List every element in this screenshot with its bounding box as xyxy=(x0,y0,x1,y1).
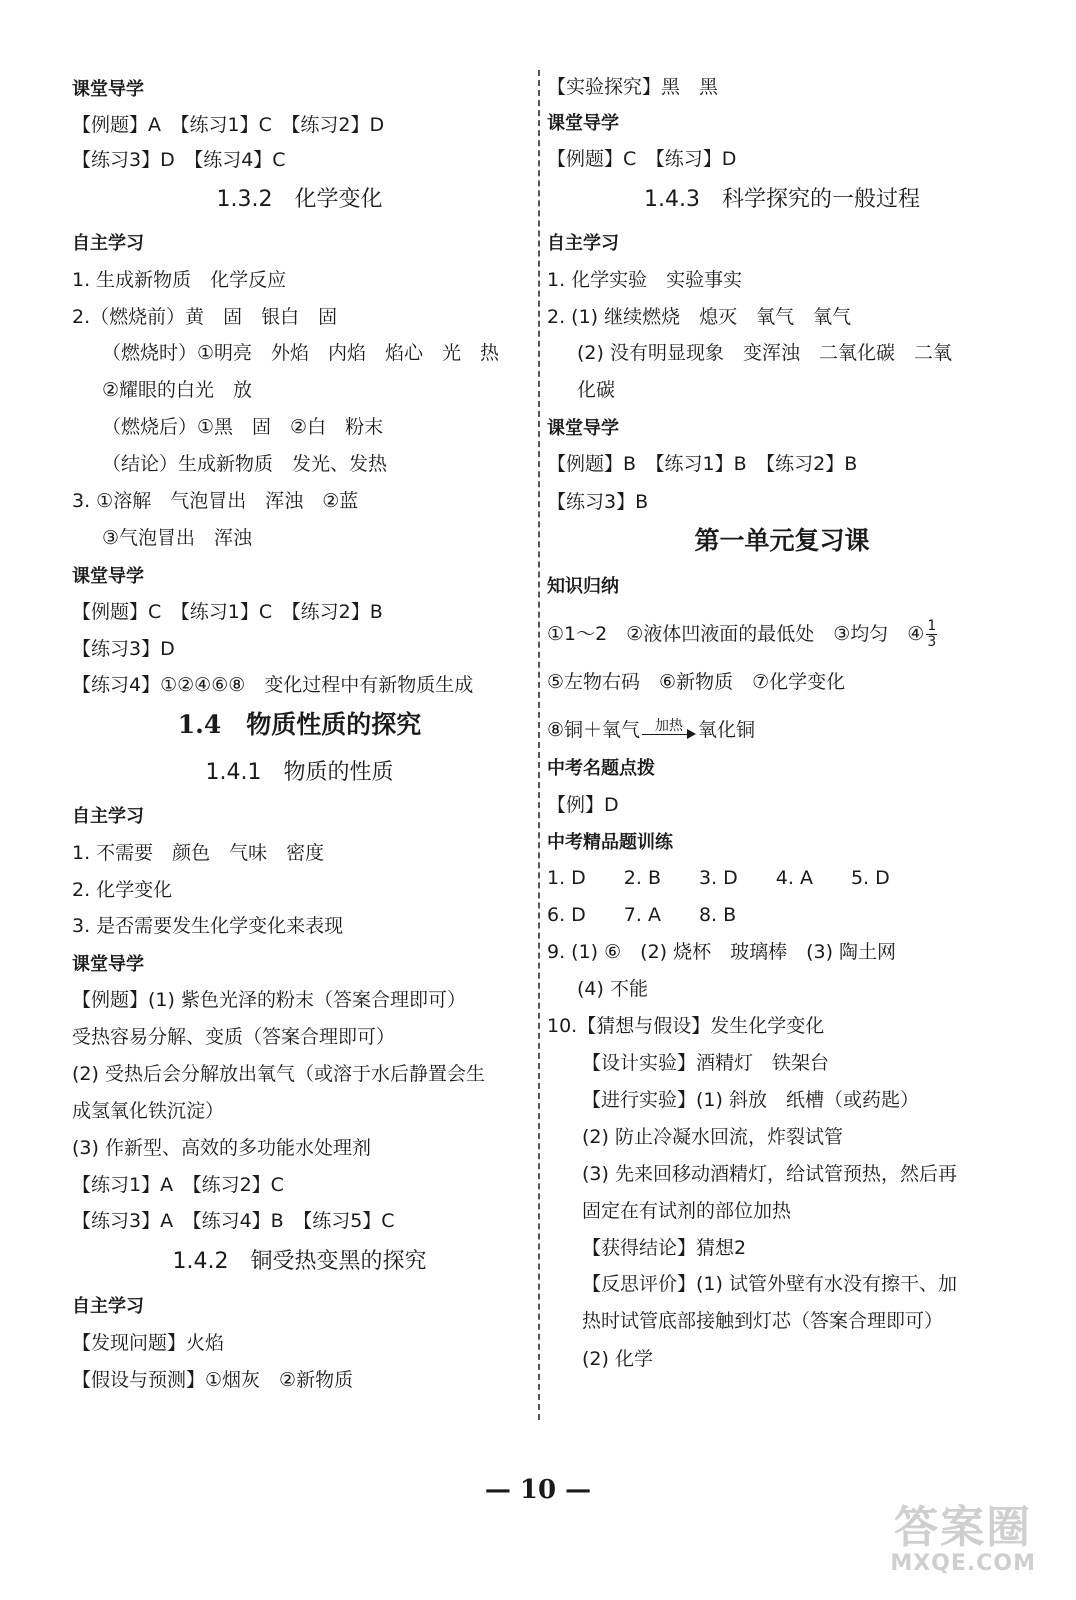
fraction xyxy=(926,619,937,650)
answer-line: 【假设与预测】①烟灰 ②新物质 xyxy=(72,1369,354,1391)
answer-line: (3) 先来回移动酒精灯，给试管预热，然后再 xyxy=(582,1163,957,1185)
section-heading: 中考精品题训练 xyxy=(547,832,673,853)
answer-line: ②耀眼的白光 放 xyxy=(102,379,253,401)
answer-line: 【实验探究】黑 黑 xyxy=(547,76,719,98)
watermark-url: MXQE.COM xyxy=(890,1551,1036,1576)
answer-text: ①1～2 ②液体凹液面的最低处 ③均匀 ④ xyxy=(547,623,925,645)
section-heading: 课堂导学 xyxy=(547,418,619,439)
answer-line: 【例题】A 【练习1】C 【练习2】D xyxy=(72,114,385,136)
answer-line: 【练习3】A 【练习4】B 【练习5】C xyxy=(72,1210,395,1232)
subsection-title: 1.4.2 铜受热变黑的探究 xyxy=(172,1249,427,1274)
answer-line: 1. 生成新物质 化学反应 xyxy=(72,269,287,291)
subsection-title: 1.4.1 物质的性质 xyxy=(205,760,394,785)
answer-line: (2) 受热后会分解放出氧气（或溶于水后静置会生 xyxy=(72,1063,485,1085)
chapter-title: 第一单元复习课 xyxy=(694,526,870,555)
equation-line xyxy=(547,718,755,742)
answer-line: (2) 没有明显现象 变浑浊 二氧化碳 二氧 xyxy=(577,342,952,364)
answer-line: (2) 化学 xyxy=(582,1348,653,1370)
section-heading: 自主学习 xyxy=(547,233,619,254)
watermark-logo xyxy=(890,1502,1036,1576)
equation-reactants: ⑧铜＋氧气 xyxy=(547,719,641,741)
chapter-title: 1.4 物质性质的探究 xyxy=(177,710,422,739)
answer-line: 化碳 xyxy=(577,379,616,401)
answer-line: 【练习4】①②④⑥⑧ 变化过程中有新物质生成 xyxy=(72,674,474,696)
answer-line: 【例题】C 【练习】D xyxy=(547,148,737,170)
answer-line: (2) 防止冷凝水回流，炸裂试管 xyxy=(582,1126,843,1148)
answer-line: 【发现问题】火焰 xyxy=(72,1332,225,1354)
answer-line: (3) 作新型、高效的多功能水处理剂 xyxy=(72,1137,371,1159)
answer-line: 1. D 2. B 3. D 4. A 5. D xyxy=(547,867,890,889)
answer-line: 9. (1) ⑥ (2) 烧杯 玻璃棒 (3) 陶土网 xyxy=(547,941,897,963)
answer-line: 【反思评价】(1) 试管外壁有水没有擦干、加 xyxy=(582,1273,957,1295)
answer-line: 2. (1) 继续燃烧 熄灭 氧气 氧气 xyxy=(547,306,852,328)
answer-line: 【练习3】B xyxy=(547,491,649,513)
answer-line: ⑤左物右码 ⑥新物质 ⑦化学变化 xyxy=(547,671,846,693)
section-heading: 自主学习 xyxy=(72,1296,144,1317)
answer-line: 【例题】(1) 紫色光泽的粉末（答案合理即可） xyxy=(72,989,466,1011)
section-heading: 自主学习 xyxy=(72,233,144,254)
reaction-arrow-icon xyxy=(642,717,696,742)
section-heading: 课堂导学 xyxy=(547,113,619,134)
answer-line: 成氢氧化铁沉淀） xyxy=(72,1100,225,1122)
answer-line: 1. 化学实验 实验事实 xyxy=(547,269,743,291)
reaction-condition: 加热 xyxy=(655,717,684,734)
page-number: — 10 — xyxy=(484,1475,592,1505)
answer-line: （燃烧时）①明亮 外焰 内焰 焰心 光 热 xyxy=(102,342,500,364)
answer-line: 热时试管底部接触到灯芯（答案合理即可） xyxy=(582,1310,944,1332)
section-heading: 自主学习 xyxy=(72,806,144,827)
subsection-title: 1.3.2 化学变化 xyxy=(216,187,383,212)
answer-line: （结论）生成新物质 发光、发热 xyxy=(102,453,388,475)
answer-line: 【例】D xyxy=(547,794,619,816)
answer-line: 【练习3】D 【练习4】C xyxy=(72,149,286,171)
answer-line: ③气泡冒出 浑浊 xyxy=(102,527,253,549)
answer-line: 2.（燃烧前）黄 固 银白 固 xyxy=(72,306,338,328)
watermark-text: 答案圈 xyxy=(894,1502,1033,1553)
section-heading: 课堂导学 xyxy=(72,954,144,975)
section-heading: 课堂导学 xyxy=(72,79,144,100)
answer-line: 固定在有试剂的部位加热 xyxy=(582,1200,792,1222)
answer-line: 2. 化学变化 xyxy=(72,879,173,901)
column-divider xyxy=(538,70,540,1420)
answer-line: 受热容易分解、变质（答案合理即可） xyxy=(72,1026,396,1048)
fraction-numerator: 1 xyxy=(927,618,937,634)
answer-line: 【设计实验】酒精灯 铁架台 xyxy=(582,1052,830,1074)
answer-line: 3. ①溶解 气泡冒出 浑浊 ②蓝 xyxy=(72,490,359,512)
answer-line: 【例题】C 【练习1】C 【练习2】B xyxy=(72,601,383,623)
answer-line: 【进行实验】(1) 斜放 纸槽（或药匙） xyxy=(582,1089,919,1111)
answer-line: 【例题】B 【练习1】B 【练习2】B xyxy=(547,453,858,475)
equation-product: 氧化铜 xyxy=(698,719,756,741)
answer-line: 3. 是否需要发生化学变化来表现 xyxy=(72,915,344,937)
subsection-title: 1.4.3 科学探究的一般过程 xyxy=(644,187,920,212)
answer-line: 【获得结论】猜想2 xyxy=(582,1237,747,1259)
answer-line: 1. 不需要 颜色 气味 密度 xyxy=(72,842,325,864)
fraction-denominator: 3 xyxy=(927,634,937,650)
answer-line: 6. D 7. A 8. B xyxy=(547,904,737,926)
answer-line: 【练习3】D xyxy=(72,638,175,660)
answer-line: 10.【猜想与假设】发生化学变化 xyxy=(547,1015,825,1037)
answer-line: 【练习1】A 【练习2】C xyxy=(72,1174,284,1196)
answer-line: （燃烧后）①黑 固 ②白 粉末 xyxy=(102,416,384,438)
answer-line xyxy=(547,619,937,650)
section-heading: 知识归纳 xyxy=(547,576,619,597)
section-heading: 课堂导学 xyxy=(72,566,144,587)
answer-line: (4) 不能 xyxy=(577,978,648,1000)
section-heading: 中考名题点拨 xyxy=(547,758,655,779)
